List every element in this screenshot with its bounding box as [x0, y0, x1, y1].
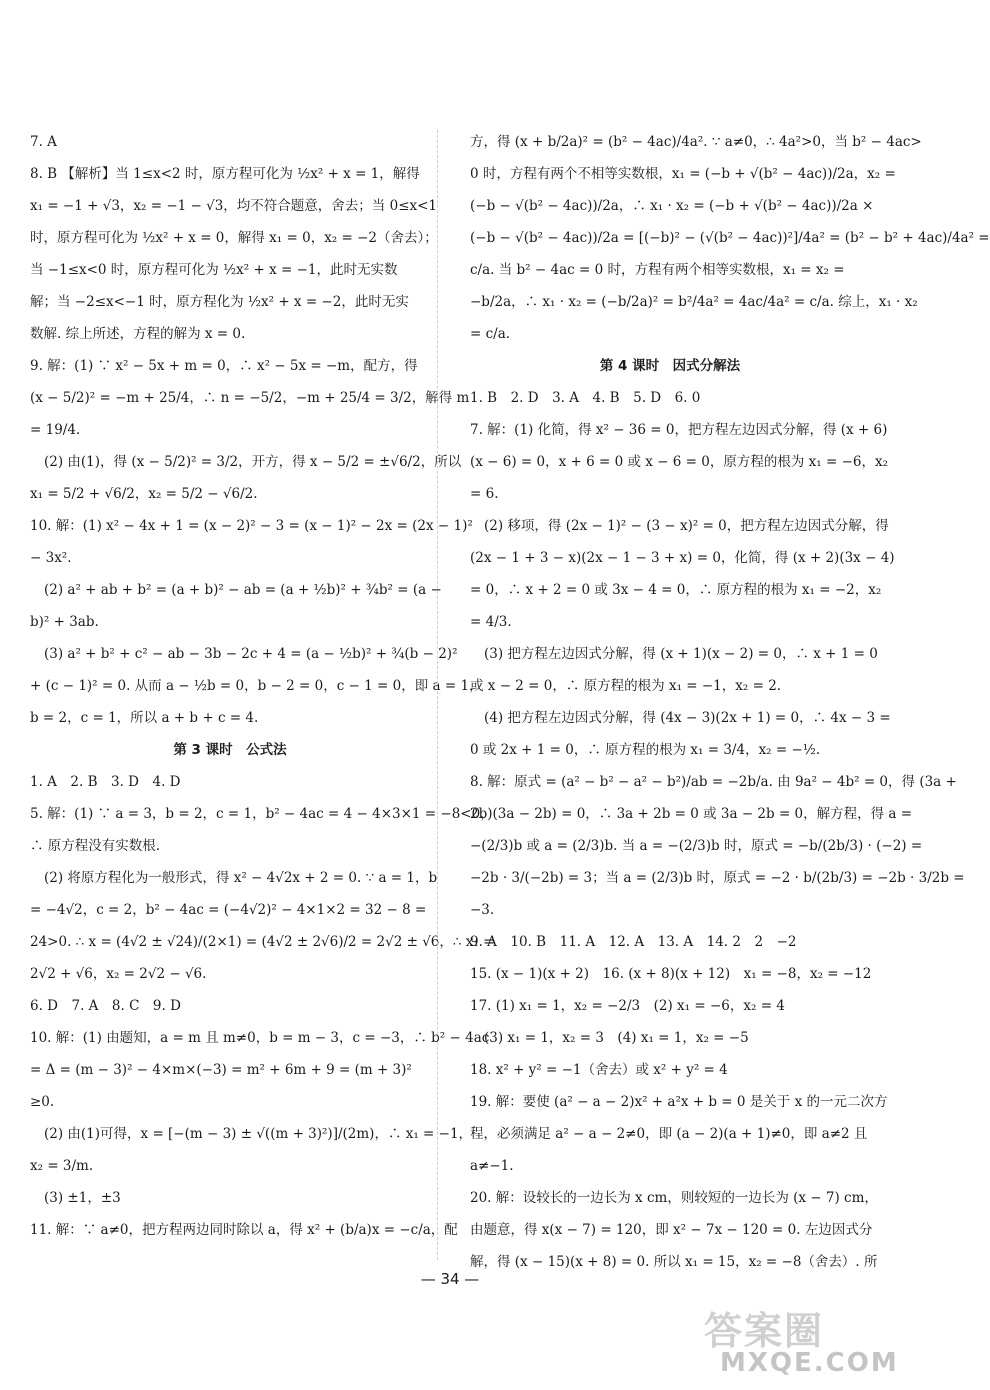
text-line: 当 −1≤x<0 时，原方程可化为 ½x² + x = −1，此时无实数 [30, 262, 398, 278]
text-line: 8. B 【解析】当 1≤x<2 时，原方程可化为 ½x² + x = 1，解得 [30, 166, 420, 182]
text-line: −(2/3)b 或 a = (2/3)b. 当 a = −(2/3)b 时，原式 = −b/(2b/3) · (−2) = [470, 838, 923, 854]
text-line: (−b − √(b² − 4ac))/2a = [(−b)² − (√(b² − 4ac))²]/4a² = (b² − b² + 4ac)/4a² = [470, 230, 990, 246]
text-line: x₂ = 3/m. [30, 1158, 94, 1174]
text-line: ≥0. [30, 1094, 55, 1110]
text-line: 8. 解：原式 = (a² − b² − a² − b²)/ab = −2b/a. 由 9a² − 4b² = 0，得 (3a + [470, 774, 957, 790]
text-line: (3) a² + b² + c² − ab − 3b − 2c + 4 = (a − ½b)² + ¾(b − 2)² [44, 646, 458, 662]
text-line: 17. (1) x₁ = 1，x₂ = −2/3 (2) x₁ = −6，x₂ = 4 [470, 998, 785, 1014]
column-divider [437, 130, 438, 1260]
text-line: (2) 由(1)可得，x = [−(m − 3) ± √((m + 3)²)]/(2m)，∴ x₁ = −1， [44, 1126, 473, 1142]
text-line: 10. 解：(1) 由题知，a = m 且 m≠0，b = m − 3，c = −3，∴ b² − 4ac [30, 1030, 490, 1046]
text-line: 5. 解：(1) ∵ a = 3，b = 2，c = 1，b² − 4ac = 4 − 4×3×1 = −8<0， [30, 806, 494, 822]
text-line: 7. 解：(1) 化简，得 x² − 36 = 0，把方程左边因式分解，得 (x + 6) [470, 422, 888, 438]
text-line: 2b)(3a − 2b) = 0，∴ 3a + 2b = 0 或 3a − 2b = 0，解方程，得 a = [470, 806, 913, 822]
text-line: (2) 移项，得 (2x − 1)² − (3 − x)² = 0，把方程左边因式分解，得 [484, 518, 889, 534]
text-line: c/a. 当 b² − 4ac = 0 时，方程有两个相等实数根，x₁ = x₂ = [470, 262, 845, 278]
text-line: (x − 5/2)² = −m + 25/4，∴ n = −5/2，−m + 25/4 = 3/2，解得 m [30, 390, 470, 406]
text-line: = −4√2，c = 2，b² − 4ac = (−4√2)² − 4×1×2 = 32 − 8 = [30, 902, 427, 918]
right-column [470, 126, 990, 1278]
text-line: x₁ = −1 + √3，x₂ = −1 − √3，均不符合题意，舍去；当 0≤x<1 [30, 198, 438, 214]
text-line: (3) 把方程左边因式分解，得 (x + 1)(x − 2) = 0，∴ x + 1 = 0 [484, 646, 878, 662]
watermark-logo [700, 1300, 899, 1380]
text-line: (4) 把方程左边因式分解，得 (4x − 3)(2x + 1) = 0，∴ 4x − 3 = [484, 710, 891, 726]
text-line: 20. 解：设较长的一边长为 x cm，则较短的一边长为 (x − 7) cm， [470, 1190, 878, 1206]
text-line: 18. x² + y² = −1（舍去）或 x² + y² = 4 [470, 1062, 728, 1078]
text-line: 11. 解：∵ a≠0，把方程两边同时除以 a，得 x² + (b/a)x = −c/a，配 [30, 1222, 458, 1238]
text-line: −2b · 3/(−2b) = 3；当 a = (2/3)b 时，原式 = −2 · b/(2b/3) = −2b · 3/2b = [470, 870, 965, 886]
text-line: 解；当 −2≤x<−1 时，原方程化为 ½x² + x = −2，此时无实 [30, 294, 409, 310]
text-line: b = 2，c = 1，所以 a + b + c = 4. [30, 710, 259, 726]
text-line: 10. 解：(1) x² − 4x + 1 = (x − 2)² − 3 = (x − 1)² − 2x = (2x − 1)² [30, 518, 473, 534]
watermark-text-top: 答案圈 [704, 1309, 825, 1353]
page-number: — 34 — [420, 1270, 480, 1288]
text-line: 方，得 (x + b/2a)² = (b² − 4ac)/4a². ∵ a≠0，∴ 4a²>0，当 b² − 4ac> [470, 134, 922, 150]
section-heading: 第 3 课时 公式法 [173, 742, 287, 758]
text-line: 19. 解：要使 (a² − a − 2)x² + a²x + b = 0 是关于 x 的一元二次方 [470, 1094, 888, 1110]
section-heading: 第 4 课时 因式分解法 [599, 358, 741, 374]
watermark-text-bottom: MXQE.COM [720, 1348, 899, 1378]
left-column [30, 126, 495, 1246]
text-line: 程，必须满足 a² − a − 2≠0，即 (a − 2)(a + 1)≠0，即 a≠2 且 [470, 1126, 868, 1142]
text-line: x₁ = 5/2 + √6/2，x₂ = 5/2 − √6/2. [30, 486, 258, 502]
text-line: −b/2a，∴ x₁ · x₂ = (−b/2a)² = b²/4a² = 4ac/4a² = c/a. 综上，x₁ · x₂ [470, 294, 918, 310]
text-line: (2) 将原方程化为一般形式，得 x² − 4√2x + 2 = 0. ∵ a = 1，b [44, 870, 438, 886]
text-line: = 6. [470, 486, 499, 502]
text-line: (x − 6) = 0，x + 6 = 0 或 x − 6 = 0，原方程的根为 x₁ = −6，x₂ [470, 454, 888, 470]
text-line: 由题意，得 x(x − 7) = 120，即 x² − 7x − 120 = 0. 左边因式分 [470, 1222, 873, 1238]
text-line: 9. 解：(1) ∵ x² − 5x + m = 0，∴ x² − 5x = −m，配方，得 [30, 358, 418, 374]
text-line: 24>0. ∴ x = (4√2 ± √24)/(2×1) = (4√2 ± 2√6)/2 = 2√2 ± √6，∴ x₁ = [30, 934, 495, 950]
text-line: (3) ±1，±3 [44, 1190, 121, 1206]
text-line: 0 时，方程有两个不相等实数根，x₁ = (−b + √(b² − 4ac))/2a，x₂ = [470, 166, 896, 182]
text-line: + (c − 1)² = 0. 从而 a − ½b = 0，b − 2 = 0，c − 1 = 0，即 a = 1， [30, 678, 483, 694]
text-line: ∴ 原方程没有实数根. [30, 838, 161, 854]
text-line: = 4/3. [470, 614, 512, 630]
text-line: (−b − √(b² − 4ac))/2a，∴ x₁ · x₂ = (−b + √(b² − 4ac))/2a × [470, 198, 874, 214]
text-line: a≠−1. [470, 1158, 514, 1174]
text-line: 解，得 (x − 15)(x + 8) = 0. 所以 x₁ = 15，x₂ = −8（舍去）. 所 [470, 1254, 878, 1270]
text-line: (2x − 1 + 3 − x)(2x − 1 − 3 + x) = 0，化简，得 (x + 2)(3x − 4) [470, 550, 895, 566]
text-line: = 19/4. [30, 422, 81, 438]
text-line: 9. A 10. B 11. A 12. A 13. A 14. 2 2 −2 [470, 934, 797, 950]
text-line: − 3x². [30, 550, 72, 566]
text-line: (2) 由(1)，得 (x − 5/2)² = 3/2，开方，得 x − 5/2 = ±√6/2，所以 [44, 454, 462, 470]
text-line: (3) x₁ = 1，x₂ = 3 (4) x₁ = 1，x₂ = −5 [484, 1030, 749, 1046]
text-line: 0 或 2x + 1 = 0，∴ 原方程的根为 x₁ = 3/4，x₂ = −½. [470, 742, 821, 758]
text-line: 或 x − 2 = 0，∴ 原方程的根为 x₁ = −1，x₂ = 2. [470, 678, 782, 694]
text-line: −3. [470, 902, 495, 918]
text-line: 1. A 2. B 3. D 4. D [30, 774, 181, 790]
text-line: (2) a² + ab + b² = (a + b)² − ab = (a + ½b)² + ¾b² = (a − [44, 582, 442, 598]
text-line: 数解. 综上所述，方程的解为 x = 0. [30, 326, 246, 342]
text-line: = c/a. [470, 326, 511, 342]
text-line: 6. D 7. A 8. C 9. D [30, 998, 181, 1014]
text-line: 1. B 2. D 3. A 4. B 5. D 6. 0 [470, 390, 701, 406]
text-line: = 0，∴ x + 2 = 0 或 3x − 4 = 0，∴ 原方程的根为 x₁ = −2，x₂ [470, 582, 882, 598]
text-line: b)² + 3ab. [30, 614, 99, 630]
text-line: = Δ = (m − 3)² − 4×m×(−3) = m² + 6m + 9 = (m + 3)² [30, 1062, 412, 1078]
text-line: 7. A [30, 134, 57, 150]
text-line: 15. (x − 1)(x + 2) 16. (x + 8)(x + 12) x₁ = −8，x₂ = −12 [470, 966, 872, 982]
text-line: 时，原方程可化为 ½x² + x = 0，解得 x₁ = 0，x₂ = −2（舍去）； [30, 230, 438, 246]
text-line: 2√2 + √6，x₂ = 2√2 − √6. [30, 966, 207, 982]
